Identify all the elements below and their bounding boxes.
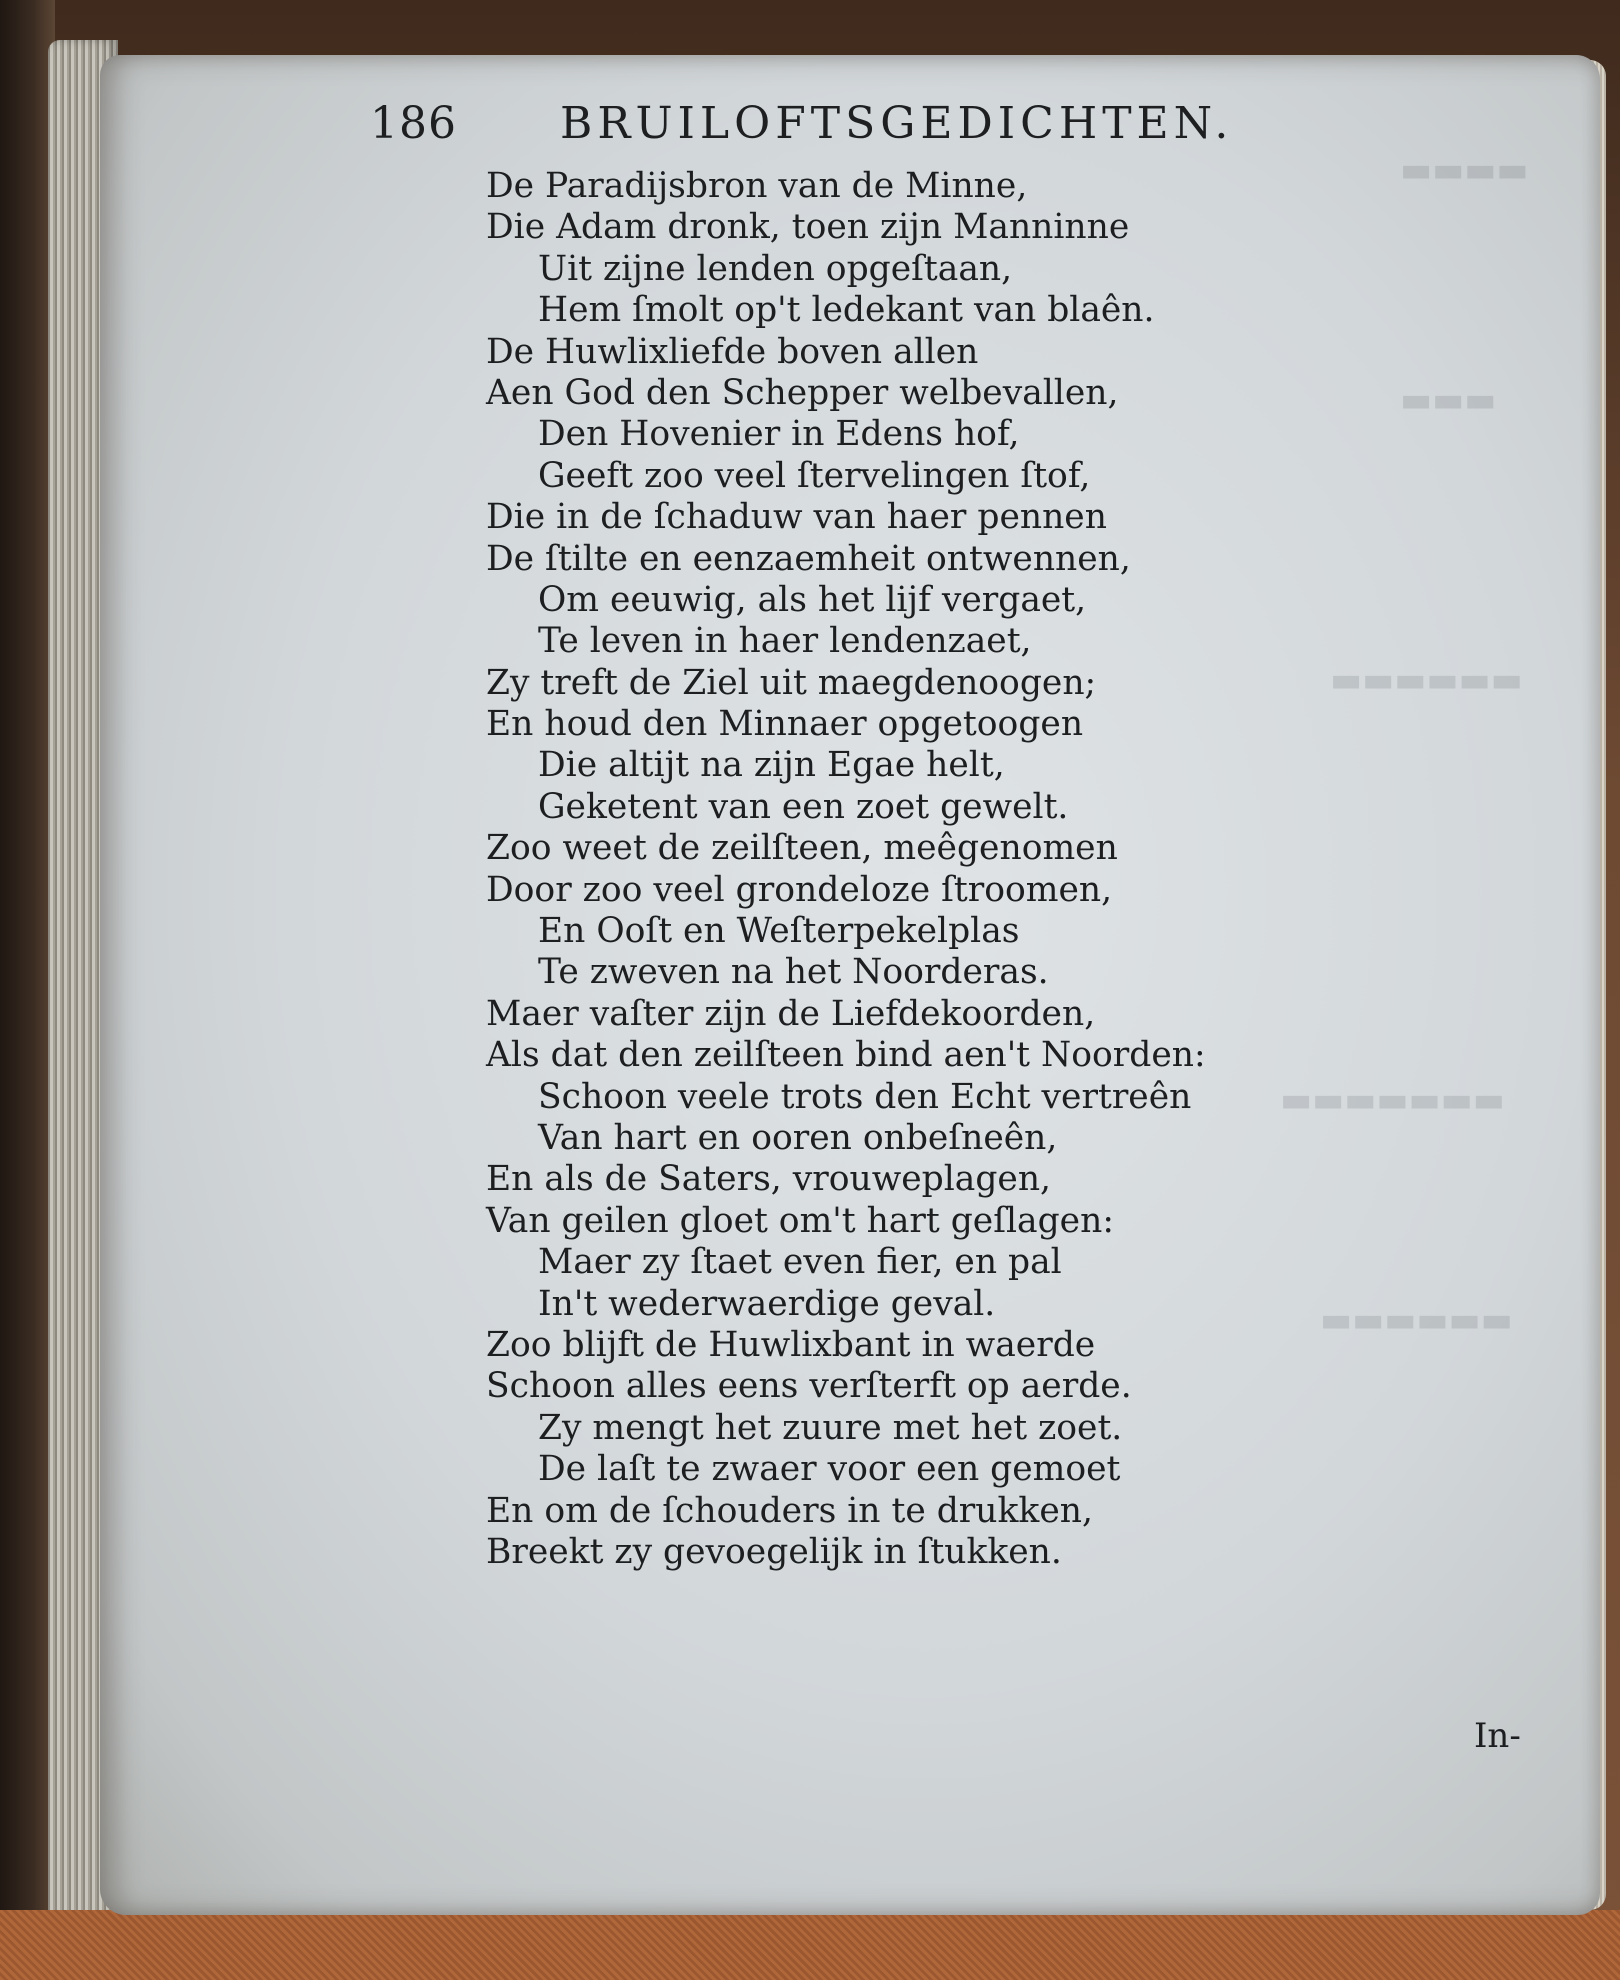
verse-line: De Paradijsbron van de Minne, <box>486 166 1028 206</box>
verse-line: De Huwlixliefde boven allen <box>486 331 979 372</box>
verse-line: Den Hovenier in Edens hof, <box>538 414 1020 455</box>
verse-line: Hem ſmolt op't ledekant van blaên. <box>538 290 1155 331</box>
verse-line: Zy treft de Ziel uit maegdenoogen; <box>486 662 1097 703</box>
verse-line: Als dat den zeilſteen bind aen't Noorden: <box>486 1035 1206 1076</box>
verse-line: Die altijt na zijn Egae helt, <box>538 745 1005 786</box>
verse-line: Zy mengt het zuure met het zoet. <box>538 1407 1123 1448</box>
verse-line: In't wederwaerdige geval. <box>538 1283 996 1324</box>
verse-line: Aen God den Schepper welbevallen, <box>486 372 1119 413</box>
verse-line: Maer vaſter zijn de Liefdekoorden, <box>486 993 1096 1034</box>
show-through-text: ▬▬▬▬▬▬▬ <box>1280 1080 1505 1120</box>
verse-line: Uit zijne lenden opgeſtaan, <box>538 248 1013 289</box>
verse-line: Die in de ſchaduw van haer pennen <box>486 497 1107 538</box>
verse-line: En als de Saters, vrouweplagen, <box>486 1159 1052 1200</box>
show-through-text: ▬▬▬▬▬▬ <box>1320 1300 1513 1340</box>
verse-line: En om de ſchouders in te drukken, <box>486 1490 1093 1531</box>
verse-line: Van geilen gloet om't hart geſlagen: <box>486 1200 1114 1241</box>
verse-line: Om eeuwig, als het lijf vergaet, <box>538 579 1087 620</box>
verse-line: En Ooſt en Weſterpekelplas <box>538 911 1020 952</box>
running-title: BRUILOFTSGEDICHTEN. <box>560 98 1234 149</box>
verse-line: Door zoo veel grondeloze ſtroomen, <box>486 869 1113 910</box>
book-spine <box>0 0 55 1980</box>
verse-line: De ſtilte en eenzaemheit ontwennen, <box>486 538 1131 579</box>
show-through-text: ▬▬▬▬▬▬ <box>1330 660 1523 700</box>
show-through-text: ▬▬▬▬ <box>1400 150 1529 190</box>
verse-line: Breekt zy gevoegelijk in ſtukken. <box>486 1531 1062 1572</box>
catchword: In- <box>1474 1716 1521 1756</box>
verse-line: Van hart en ooren onbeſneên, <box>538 1117 1058 1158</box>
verse-line: Maer zy ſtaet even fier, en pal <box>538 1242 1062 1283</box>
poem-text <box>486 166 1386 1573</box>
verse-line: Schoon alles eens verſterft op aerde. <box>486 1366 1132 1407</box>
show-through-text: ▬▬▬ <box>1400 380 1497 420</box>
verse-line: Zoo weet de zeilſteen, meêgenomen <box>486 828 1118 869</box>
verse-line: Schoon veele trots den Echt vertreên <box>538 1076 1192 1117</box>
page-number: 186 <box>370 98 457 149</box>
verse-line: Te zweven na het Noorderas. <box>538 952 1049 993</box>
verse-line: Geketent van een zoet gewelt. <box>538 786 1069 827</box>
verse-line: Die Adam dronk, toen zijn Manninne <box>486 207 1130 248</box>
verse-line: En houd den Minnaer opgetoogen <box>486 704 1084 745</box>
verse-line: Te leven in haer lendenzaet, <box>538 621 1032 662</box>
cloth-surface <box>0 1910 1620 1980</box>
verse-line: Geeft zoo veel ſtervelingen ſtof, <box>538 455 1091 496</box>
verse-line: De laſt te zwaer voor een gemoet <box>538 1449 1121 1490</box>
verse-line: Zoo blijft de Huwlixbant in waerde <box>486 1324 1096 1365</box>
running-head <box>370 90 1370 160</box>
